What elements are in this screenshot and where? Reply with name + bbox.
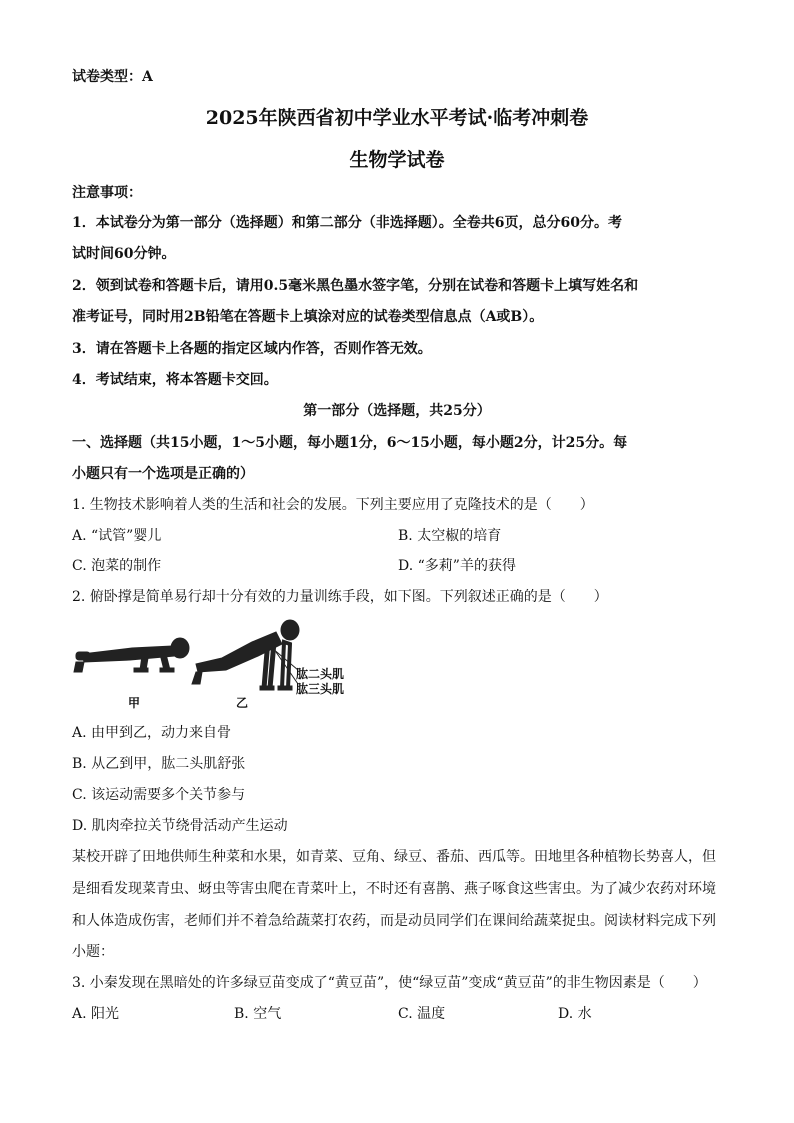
section-instructions-line-2: 小题只有一个选项是正确的） bbox=[72, 466, 254, 482]
note-2-line-2: 准考证号，同时用2B铅笔在答题卡上填涂对应的试卷类型信息点（A或B）。 bbox=[72, 309, 544, 325]
material-line-4: 小题： bbox=[72, 944, 114, 960]
question-2-stem: 2. 俯卧撑是简单易行却十分有效的力量训练手段，如下图。下列叙述正确的是（ ） bbox=[72, 589, 608, 605]
question-2-option-a: A. 由甲到乙，动力来自骨 bbox=[72, 725, 232, 741]
exam-subtitle: 生物学试卷 bbox=[349, 149, 445, 171]
question-2-option-d: D. 肌肉牵拉关节绕骨活动产生运动 bbox=[72, 818, 288, 834]
figure-label-jia: 甲 bbox=[128, 696, 141, 710]
question-1-stem: 1. 生物技术影响着人类的生活和社会的发展。下列主要应用了克隆技术的是（ ） bbox=[72, 497, 594, 513]
note-1-line-1: 1．本试卷分为第一部分（选择题）和第二部分（非选择题）。全卷共6页，总分60分。考 bbox=[72, 215, 622, 231]
question-3-stem: 3. 小秦发现在黑暗处的许多绿豆苗变成了“黄豆苗”，使“绿豆苗”变成“黄豆苗”的非生物因素是（ ） bbox=[72, 975, 707, 991]
question-3-option-b: B. 空气 bbox=[234, 1006, 282, 1022]
question-3-option-c: C. 温度 bbox=[398, 1006, 446, 1022]
note-3: 3．请在答题卡上各题的指定区域内作答，否则作答无效。 bbox=[72, 341, 432, 357]
question-2-option-b: B. 从乙到甲，肱二头肌舒张 bbox=[72, 756, 246, 772]
push-up-figure bbox=[72, 618, 362, 712]
figure-label-triceps: 肱三头肌 bbox=[296, 682, 345, 696]
question-3-option-d: D. 水 bbox=[558, 1006, 592, 1022]
question-1-option-d: D. “多莉”羊的获得 bbox=[398, 558, 516, 574]
material-line-1: 某校开辟了田地供师生种菜和水果，如青菜、豆角、绿豆、番茄、西瓜等。田地里各种植物长势喜人，但 bbox=[72, 849, 716, 865]
pose-jia bbox=[74, 638, 189, 672]
pose-yi bbox=[192, 620, 299, 690]
section-instructions-line-1: 一、选择题（共15小题，1～5小题，每小题1分，6～15小题，每小题2分，计25分。每 bbox=[72, 435, 628, 451]
question-1-option-c: C. 泡菜的制作 bbox=[72, 558, 162, 574]
exam-title: 2025年陕西省初中学业水平考试·临考冲刺卷 bbox=[205, 107, 589, 129]
question-1-option-b: B. 太空椒的培育 bbox=[398, 528, 502, 544]
note-1-line-2: 试时间60分钟。 bbox=[72, 246, 176, 262]
question-3-option-a: A. 阳光 bbox=[72, 1006, 120, 1022]
part1-heading: 第一部分（选择题，共25分） bbox=[303, 403, 491, 419]
material-line-3: 和人体造成伤害，老师们并不着急给蔬菜打农药，而是动员同学们在课间给蔬菜捉虫。阅读材料完成下列 bbox=[72, 913, 716, 929]
notes-heading: 注意事项： bbox=[72, 185, 142, 201]
note-2-line-1: 2．领到试卷和答题卡后，请用0.5毫米黑色墨水签字笔，分别在试卷和答题卡上填写姓名和 bbox=[72, 278, 639, 294]
question-1-option-a: A. “试管”婴儿 bbox=[72, 528, 162, 544]
figure-label-biceps: 肱二头肌 bbox=[296, 667, 345, 681]
paper-type: 试卷类型：A bbox=[72, 69, 153, 85]
figure-label-yi: 乙 bbox=[236, 696, 249, 710]
note-4: 4．考试结束，将本答题卡交回。 bbox=[72, 372, 278, 388]
question-2-option-c: C. 该运动需要多个关节参与 bbox=[72, 787, 246, 803]
material-line-2: 是细看发现菜青虫、蚜虫等害虫爬在青菜叶上，不时还有喜鹊、燕子啄食这些害虫。为了减少农药对环境 bbox=[72, 881, 716, 897]
